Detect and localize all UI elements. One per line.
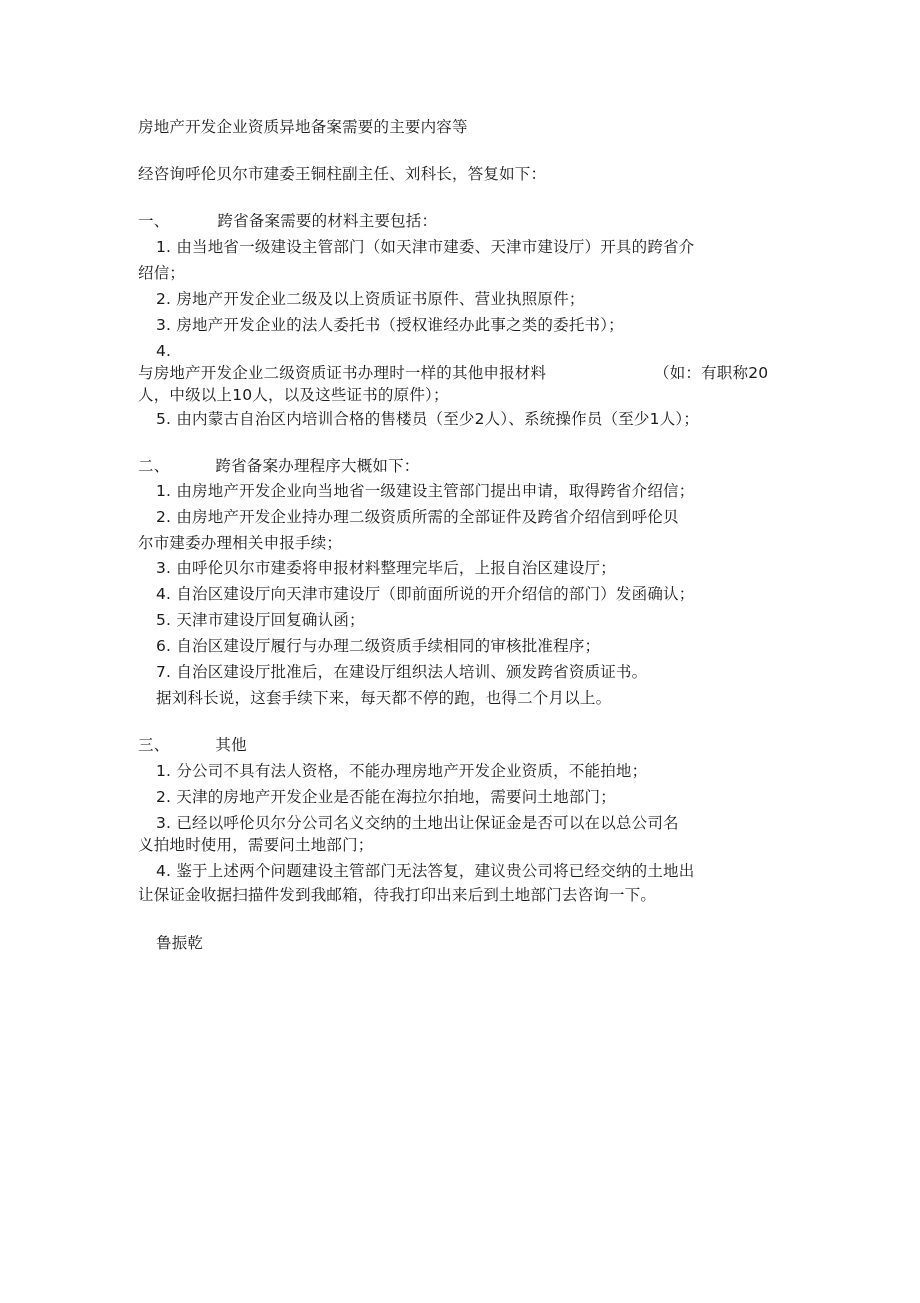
section-1-line-1: 1. 由当地省一级建设主管部门（如天津市建委、天津市建设厅）开具的跨省介 [156,238,695,256]
section-2-line-3: 尔市建委办理相关申报手续； [138,534,343,552]
section-2-heading-line [138,455,420,477]
section-3-line-3: 3. 已经以呼伦贝尔分公司名义交纳的土地出让保证金是否可以在以总公司名 [156,814,679,832]
section-1-heading-line [138,210,437,232]
section-3-line-2: 2. 天津的房地产开发企业是否能在海拉尔拍地，需要问土地部门； [156,788,616,806]
section-1-line-8: 5. 由内蒙古自治区内培训合格的售楼员（至少2人）、系统操作员（至少1人）； [156,410,700,428]
section-3-line-5: 4. 鉴于上述两个问题建设主管部门无法答复，建议贵公司将已经交纳的土地出 [156,862,695,880]
section-1-line-6: 与房地产开发企业二级资质证书办理时一样的其他申报材料 [138,364,547,382]
section-2-line-8: 7. 自治区建设厅批准后，在建设厅组织法人培训、颁发跨省资质证书。 [156,663,648,681]
section-1-line-5: 4. [156,342,172,360]
section-1-number: 一、 [138,212,170,230]
section-2-line-2: 2. 由房地产开发企业持办理二级资质所需的全部证件及跨省介绍信到呼伦贝 [156,508,679,526]
section-2-heading: 跨省备案办理程序大概如下： [215,457,420,475]
section-2-line-6: 5. 天津市建设厅回复确认函； [156,611,365,629]
section-3-line-4: 义拍地时使用，需要问土地部门； [138,836,374,854]
section-1-line-2: 绍信； [138,264,186,282]
section-1-heading: 跨省备案需要的材料主要包括： [217,212,438,230]
section-2-line-9: 据刘科长说，这套手续下来，每天都不停的跑，也得二个月以上。 [156,689,612,707]
section-2-line-1: 1. 由房地产开发企业向当地省一级建设主管部门提出申请，取得跨省介绍信； [156,482,695,500]
section-2-line-4: 3. 由呼伦贝尔市建委将申报材料整理完毕后，上报自治区建设厅； [156,559,616,577]
section-1-line-6-note: （如：有职称20 [654,364,769,382]
section-3-heading: 其他 [215,736,247,754]
document-title: 房地产开发企业资质异地备案需要的主要内容等 [138,118,468,136]
section-2-line-5: 4. 自治区建设厅向天津市建设厅（即前面所说的开介绍信的部门）发函确认； [156,585,695,603]
section-1-line-7: 人，中级以上10人，以及这些证书的原件）； [138,386,449,404]
section-2-line-7: 6. 自治区建设厅履行与办理二级资质手续相同的审核批准程序； [156,637,601,655]
section-3-line-1: 1. 分公司不具有法人资格，不能办理房地产开发企业资质，不能拍地； [156,762,648,780]
section-3-number: 三、 [138,736,170,754]
intro-paragraph: 经咨询呼伦贝尔市建委王铜柱副主任、刘科长，答复如下： [138,165,547,183]
section-3-line-6: 让保证金收据扫描件发到我邮箱，待我打印出来后到土地部门去咨询一下。 [138,886,657,904]
section-1-line-4: 3. 房地产开发企业的法人委托书（授权谁经办此事之类的委托书）； [156,316,624,334]
section-2-number: 二、 [138,457,170,475]
signature: 鲁振乾 [156,934,204,952]
section-3-heading-line [138,734,247,756]
section-1-line-3: 2. 房地产开发企业二级及以上资质证书原件、营业执照原件； [156,290,585,308]
